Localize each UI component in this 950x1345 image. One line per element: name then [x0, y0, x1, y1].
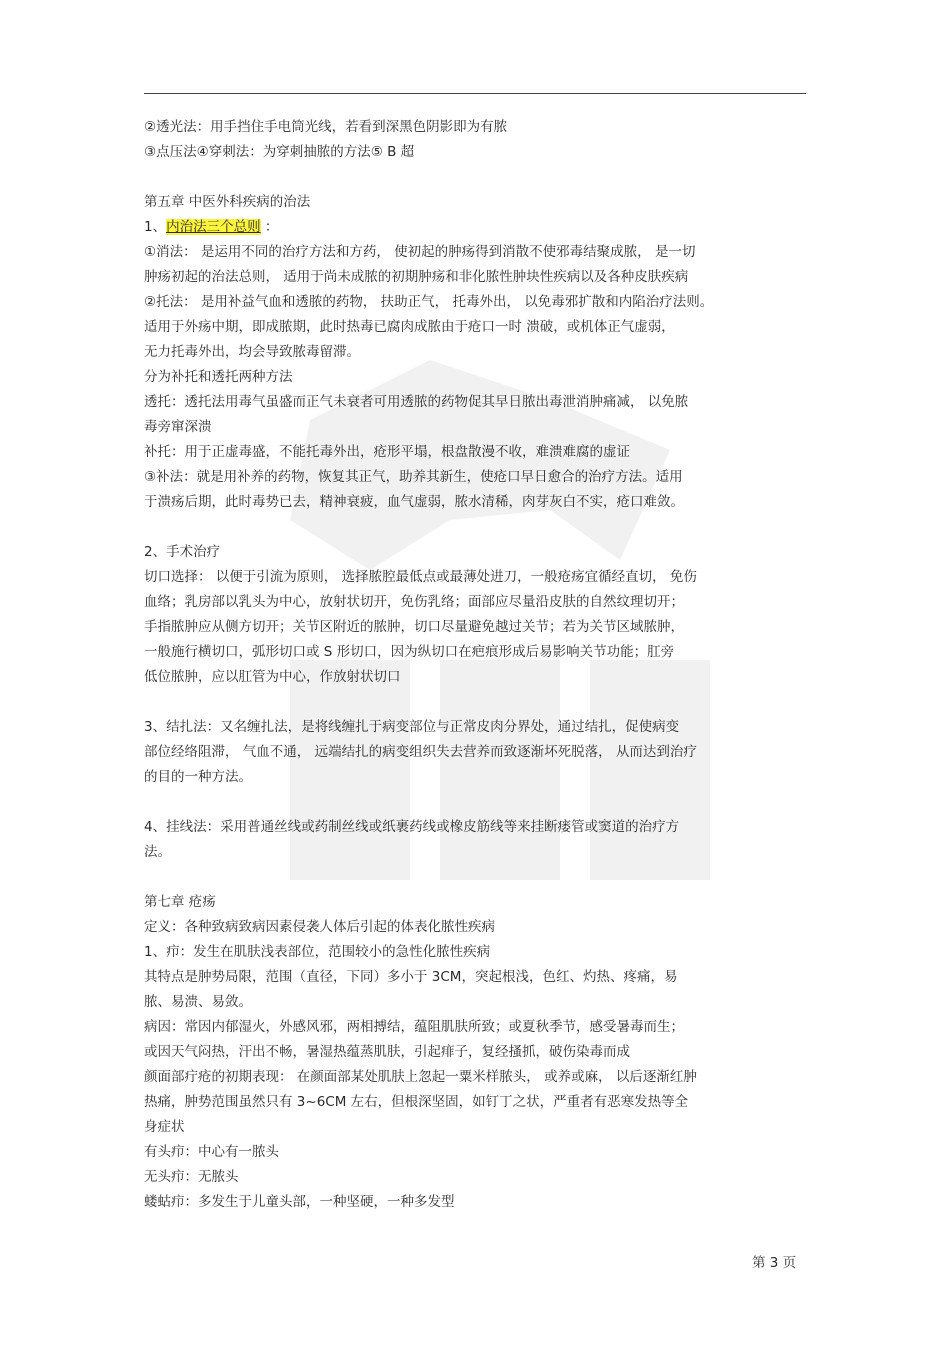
chapter-heading: 第五章 中医外科疾病的治法 [144, 194, 311, 210]
blank-line [144, 865, 809, 890]
text-line: 补托：用于正虚毒盛，不能托毒外出，疮形平塌，根盘散漫不收，难溃难腐的虚证 [144, 444, 630, 460]
blank-line [144, 165, 809, 190]
text-line: 热痛，肿势范围虽然只有 3~6CM 左右，但根深坚固，如钉丁之状，严重者有恶寒发热等全 [144, 1094, 689, 1110]
text-line: 其特点是肿势局限，范围（直径，下同）多小于 3CM，突起根浅，色红、灼热、疼痛，易 [144, 969, 678, 985]
section-heading-tail: ： [260, 219, 279, 235]
section-heading-1 [144, 215, 809, 240]
text-line: 1、疖：发生在肌肤浅表部位，范围较小的急性化脓性疾病 [144, 944, 491, 960]
text-line: 有头疖：中心有一脓头 [144, 1144, 279, 1160]
text-line: 的目的一种方法。 [144, 769, 252, 785]
text-line: 4、挂线法：采用普通丝线或药制丝线或纸裹药线或橡皮筋线等来挂断瘘管或窦道的治疗方 [144, 819, 680, 835]
text-line: 分为补托和透托两种方法 [144, 369, 293, 385]
chapter-heading: 第七章 疮疡 [144, 894, 216, 910]
text-line: 透托：透托法用毒气虽盛而正气未衰者可用透脓的药物促其早日脓出毒泄消肿痛减， 以免脓 [144, 394, 689, 410]
highlighted-heading-text: 内治法三个总则 [166, 219, 261, 235]
blank-line [144, 690, 809, 715]
text-line: 毒旁窜深溃 [144, 419, 212, 435]
text-line: 无力托毒外出，均会导致脓毒留滞。 [144, 344, 360, 360]
text-line: ②透光法：用手挡住手电筒光线，若看到深黑色阴影即为有脓 [144, 119, 508, 135]
text-line: 蝼蛄疖：多发生于儿童头部，一种坚硬，一种多发型 [144, 1194, 455, 1210]
text-line: ①消法： 是运用不同的治疗方法和方药， 使初起的肿疡得到消散不使邪毒结聚成脓， 是一切 [144, 244, 696, 260]
text-line: 颜面部疔疮的初期表现： 在颜面部某处肌肤上忽起一粟米样脓头， 或养或麻， 以后逐渐红肿 [144, 1069, 697, 1085]
text-line: 适用于外疡中期，即成脓期，此时热毒已腐肉成脓由于疮口一时 溃破，或机体正气虚弱， [144, 319, 675, 335]
text-line: ③补法：就是用补养的药物，恢复其正气，助养其新生，使疮口早日愈合的治疗方法。适用 [144, 469, 683, 485]
section-number: 1、 [144, 219, 167, 235]
text-line: 法。 [144, 844, 171, 860]
header-rule [144, 93, 806, 94]
text-line: ③点压法④穿刺法：为穿刺抽脓的方法⑤ B 超 [144, 144, 415, 160]
text-line: ②托法： 是用补益气血和透脓的药物， 扶助正气， 托毒外出， 以免毒邪扩散和内陷治疗法则。 [144, 294, 714, 310]
text-line: 切口选择： 以便于引流为原则， 选择脓腔最低点或最薄处进刀，一般疮疡宜循经直切， 免伤 [144, 569, 697, 585]
text-line: 病因：常因内郁湿火，外感风邪，两相搏结，蕴阻肌肤所致；或夏秋季节，感受暑毒而生； [144, 1019, 684, 1035]
section-heading: 2、手术治疗 [144, 544, 221, 560]
text-line: 定义：各种致病致病因素侵袭人体后引起的体表化脓性疾病 [144, 919, 495, 935]
text-line: 部位经络阻滞， 气血不通， 远端结扎的病变组织失去营养而致逐渐坏死脱落， 从而达到治疗 [144, 744, 697, 760]
text-line: 手指脓肿应从侧方切开；关节区附近的脓肿，切口尽量避免越过关节；若为关节区域脓肿， [144, 619, 684, 635]
text-line: 低位脓肿，应以肛管为中心，作放射状切口 [144, 669, 401, 685]
blank-line [144, 790, 809, 815]
text-line: 脓、易溃、易敛。 [144, 994, 252, 1010]
text-line: 于溃疡后期，此时毒势已去，精神衰疲，血气虚弱，脓水清稀，肉芽灰白不实，疮口难敛。 [144, 494, 684, 510]
document-body [144, 115, 809, 1215]
text-line: 一般施行横切口，弧形切口或 S 形切口，因为纵切口在疤痕形成后易影响关节功能；肛旁 [144, 644, 675, 660]
blank-line [144, 515, 809, 540]
page-number: 第 3 页 [752, 1255, 797, 1271]
text-line: 无头疖：无脓头 [144, 1169, 239, 1185]
text-line: 身症状 [144, 1119, 185, 1135]
text-line: 3、结扎法：又名缠扎法，是将线缠扎于病变部位与正常皮肉分界处，通过结扎，促使病变 [144, 719, 680, 735]
text-line: 或因天气闷热，汗出不畅，暑湿热蕴蒸肌肤，引起痱子，复经搔抓，破伤染毒而成 [144, 1044, 630, 1060]
text-line: 血络；乳房部以乳头为中心，放射状切开，免伤乳络；面部应尽量沿皮肤的自然纹理切开； [144, 594, 684, 610]
text-line: 肿疡初起的治法总则， 适用于尚未成脓的初期肿疡和非化脓性肿块性疾病以及各种皮肤疾病 [144, 269, 689, 285]
